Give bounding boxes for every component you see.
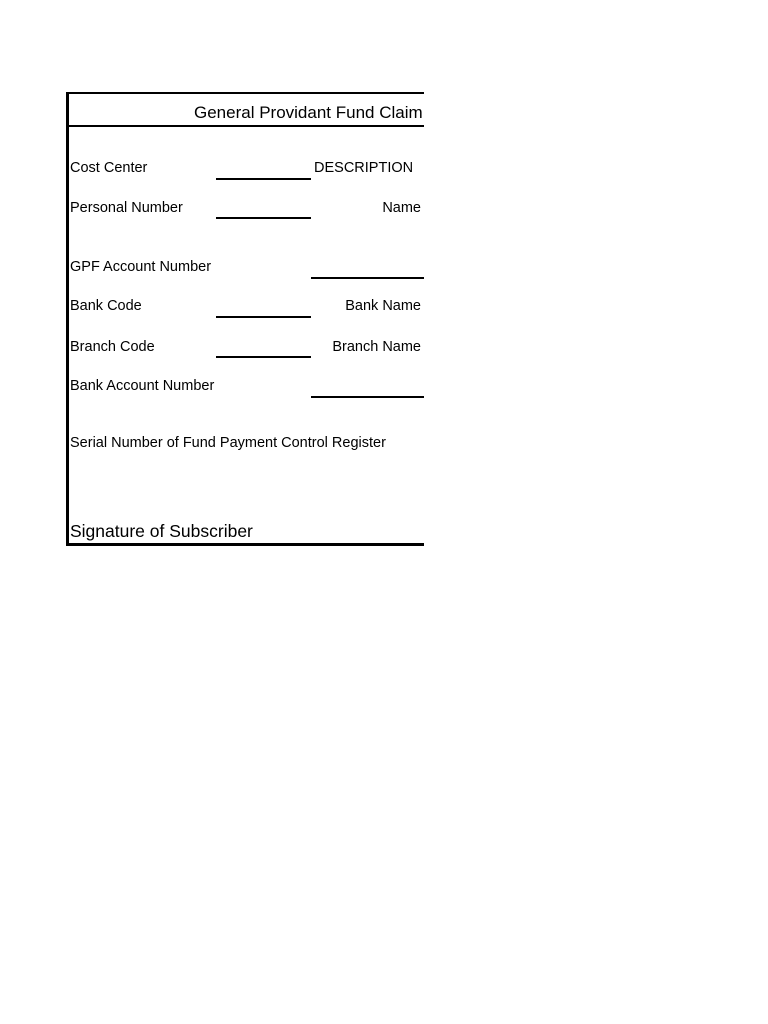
gpf-account-number-label: GPF Account Number [70, 259, 212, 275]
bank-account-number-label: Bank Account Number [70, 378, 215, 394]
personal-number-field[interactable] [216, 217, 311, 219]
gpf-claim-form [66, 92, 424, 546]
form-border-left [66, 92, 69, 546]
bank-account-number-field[interactable] [311, 396, 424, 398]
bank-name-label: Bank Name [345, 298, 421, 314]
title-divider [66, 125, 424, 127]
form-title: General Providant Fund Claim [194, 103, 423, 122]
branch-name-label: Branch Name [332, 339, 421, 355]
branch-code-field[interactable] [216, 356, 311, 358]
cost-center-field[interactable] [216, 178, 311, 180]
personal-number-label: Personal Number [70, 200, 183, 216]
form-border-bottom [66, 543, 424, 546]
signature-label: Signature of Subscriber [70, 521, 253, 541]
cost-center-label: Cost Center [70, 160, 148, 176]
serial-number-label: Serial Number of Fund Payment Control Register [70, 435, 386, 451]
description-label: DESCRIPTION [314, 160, 414, 176]
gpf-account-number-field[interactable] [311, 277, 424, 279]
form-border-top [66, 92, 424, 94]
branch-code-label: Branch Code [70, 339, 155, 355]
bank-code-label: Bank Code [70, 298, 142, 314]
name-label: Name [382, 200, 421, 216]
bank-code-field[interactable] [216, 316, 311, 318]
